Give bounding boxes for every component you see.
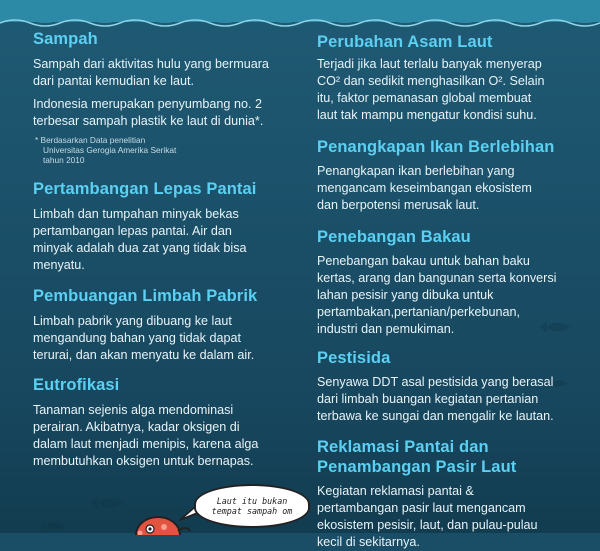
section-title: Penebangan Bakau [317, 228, 471, 246]
body-text: dari pantai kemudian ke laut. [33, 74, 195, 88]
body-text: Sampah dari aktivitas hulu yang bermuara [33, 57, 269, 71]
body-text: perairan. Akibatnya, kadar oksigen di [33, 420, 240, 434]
body-text: Senyawa DDT asal pestisida yang berasal [317, 375, 554, 389]
fish-icon [40, 520, 68, 532]
body-text: Kegiatan reklamasi pantai & [317, 484, 474, 498]
body-text: membutuhkan oksigen untuk bernapas. [33, 454, 254, 468]
body-text: Limbah pabrik yang dibuang ke laut [33, 314, 232, 328]
section-sampah [33, 29, 269, 165]
body-text: kecil di sekitarnya. [317, 535, 420, 549]
section-title: Pertambangan Lepas Pantai [33, 180, 257, 198]
footnote: tahun 2010 [43, 155, 85, 165]
body-text: terbawa ke sungai dan mengalir ke lautan. [317, 409, 554, 423]
speech-text: Laut itu bukan [216, 496, 288, 506]
section-title: Eutrofikasi [33, 376, 120, 394]
section-title: Perubahan Asam Laut [317, 33, 493, 51]
body-text: Penebangan bakau untuk bahan baku [317, 254, 530, 268]
body-text: Penangkapan ikan berlebihan yang [317, 164, 515, 178]
body-text: pertambangan lepas pantai. Air dan [33, 224, 232, 238]
section-limbah-pabrik [33, 286, 257, 364]
section-asam-laut [317, 32, 545, 124]
footnote: Universitas Gerogia Amerika Serikat [43, 145, 177, 155]
body-text: minyak adalah dua zat yang tidak bisa [33, 241, 247, 255]
body-text: industri dan pemukiman. [317, 322, 455, 336]
body-text: ekosistem pesisir, laut, dan pulau-pulau [317, 518, 538, 532]
body-text: Terjadi jika laut terlalu banyak menyerap [317, 57, 542, 71]
speech-bubble [194, 484, 310, 528]
body-text: lahan pesisir yang dibuka untuk [317, 288, 494, 302]
body-text: pertambangan pasir laut mengancam [317, 501, 526, 515]
footnote: * Berdasarkan Data penelitian [35, 135, 146, 145]
section-title: Penangkapan Ikan Berlebihan [317, 138, 555, 156]
body-text: Limbah dan tumpahan minyak bekas [33, 207, 239, 221]
body-text: Tanaman sejenis alga mendominasi [33, 403, 234, 417]
body-text: pertambakan,pertanian/perkebunan, [317, 305, 521, 319]
body-text: dan berpotensi merusak laut. [317, 198, 480, 212]
section-penangkapan-ikan [317, 137, 554, 214]
body-text: CO² dan sedikit menghasilkan O². Selain [317, 74, 545, 88]
body-text: laut tak mampu mengatur kondisi suhu. [317, 108, 537, 122]
body-text: terbesar sampah plastik ke laut di dunia*. [33, 114, 264, 128]
body-text: mengancam keseimbangan ekosistem [317, 181, 532, 195]
section-title: Reklamasi Pantai dan [317, 438, 489, 456]
section-pestisida [317, 348, 554, 425]
section-penebangan-bakau [317, 227, 556, 338]
body-text: terurai, dan akan menyatu ke dalam air. [33, 348, 255, 362]
body-text: dalam laut menjadi menipis, karena alga [33, 437, 259, 451]
section-pertambangan [33, 179, 257, 274]
section-title: Sampah [33, 30, 98, 48]
section-title: Penambangan Pasir Laut [317, 458, 517, 476]
section-reklamasi [317, 437, 538, 551]
body-text: mengandung bahan yang tidak dapat [33, 331, 241, 345]
section-title: Pestisida [317, 349, 391, 367]
body-text: itu, faktor pemanasan global membuat [317, 91, 532, 105]
body-text: Indonesia merupakan penyumbang no. 2 [33, 97, 262, 111]
section-title: Pembuangan Limbah Pabrik [33, 287, 258, 305]
body-text: kertas, arang dan bangunan serta konversi [317, 271, 557, 285]
body-text: menyatu. [33, 258, 85, 272]
body-text: dari limbah buangan kegiatan pertanian [317, 392, 539, 406]
speech-text: tempat sampah om [211, 506, 293, 516]
section-eutrofikasi [33, 375, 258, 470]
